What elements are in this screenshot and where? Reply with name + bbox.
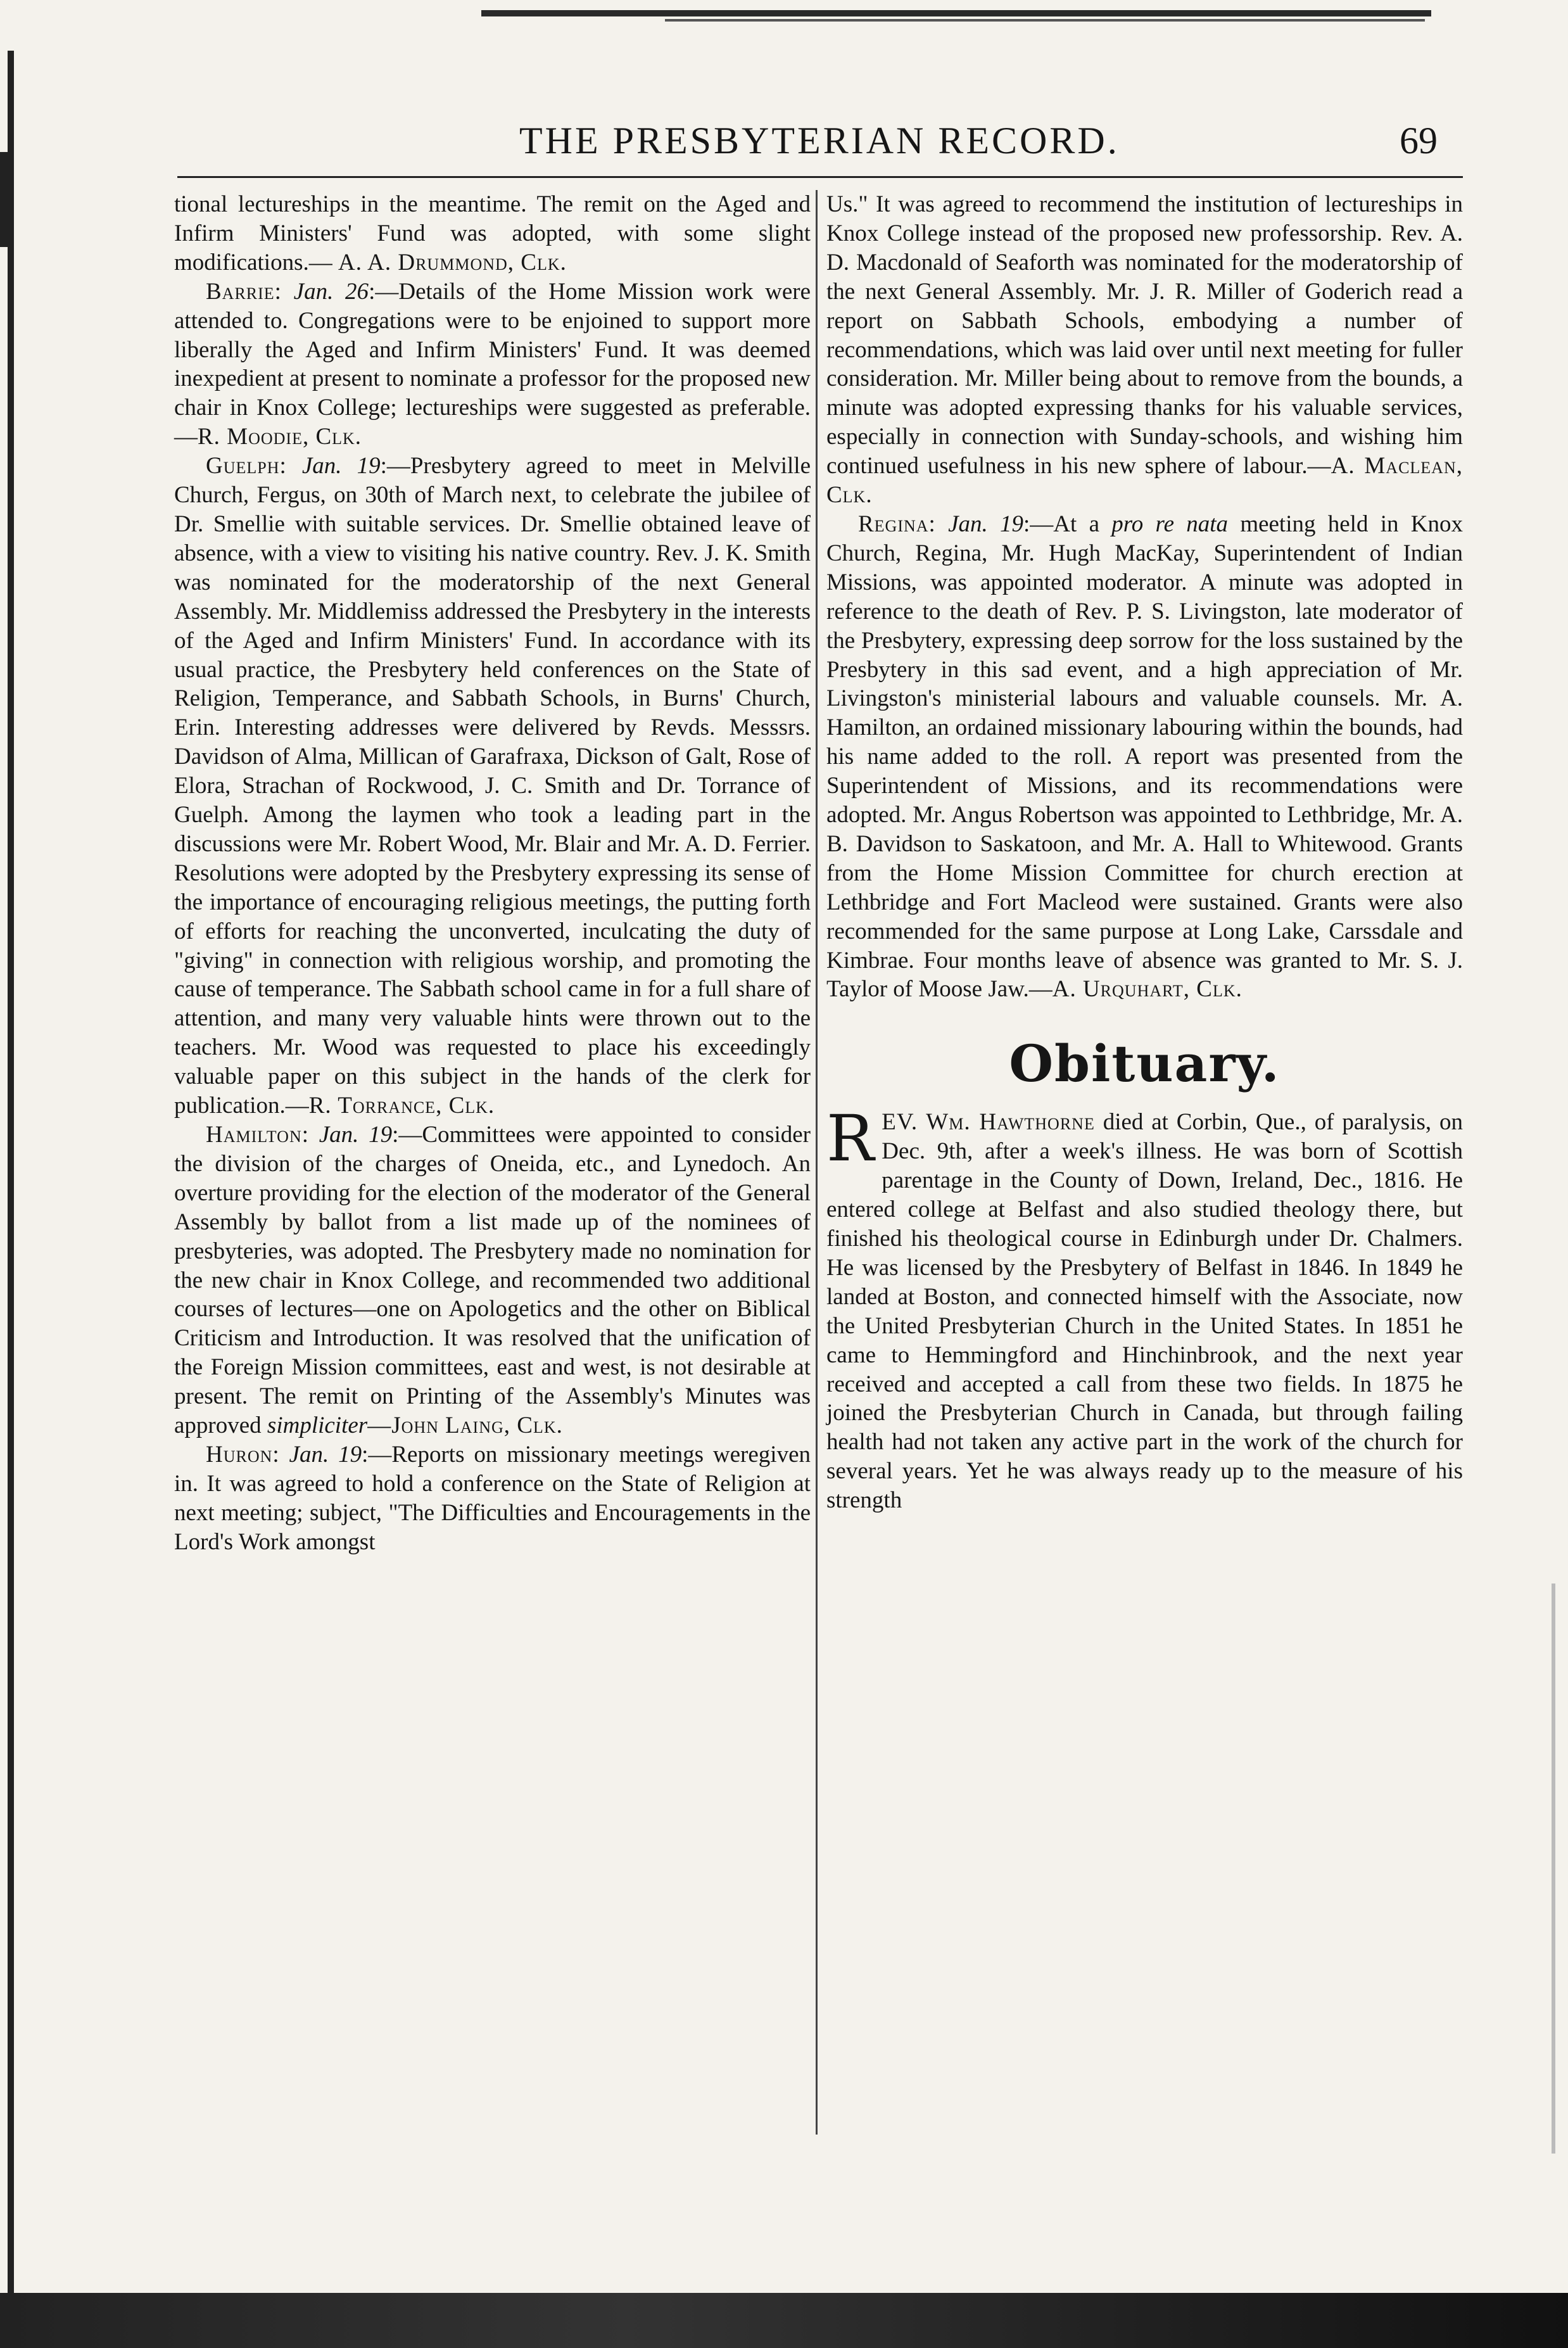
obituary-name: EV. Wm. Hawthorne <box>882 1109 1095 1136</box>
scan-bottom-edge <box>0 2293 1568 2348</box>
presbytery-name-hamilton: Hamilton: <box>206 1122 310 1148</box>
signature-torrance: R. Torrance, Clk. <box>308 1093 495 1119</box>
paragraph-huron: Huron: Jan. 19:—Reports on missionary meetings weregiven in. It was agreed to hold a conference on the State of Religion at next meeting; subject, "The Difficulties and Encouragements in the Lord's Work amongst <box>174 1441 811 1555</box>
binding-tab <box>0 152 9 247</box>
paragraph-huron-continued: Us." It was agreed to recommend the institution of lectureships in Knox College instead of the proposed new professorship. Rev. A. D. Macdonald of Seaforth was nominated for the moderatorship of the next General Assembly. Mr. J. R. Miller of Goderich read a report on Sabbath Schools, embodying a number of recommendations, which was laid over until next meeting for fuller consideration. Mr. Miller being about to remove from the bounds, a minute was adopted expressing thanks for his valuable services, especially in connection with Sunday-schools, and wishing him continued usefulness in his new sphere of labour.—A. Maclean, Clk. <box>826 191 1463 509</box>
top-thin-rule <box>665 19 1425 22</box>
column-divider <box>816 190 818 2135</box>
presbytery-name-barrie: Barrie: <box>206 278 282 305</box>
signature-maclean: A. Maclean, Clk. <box>826 453 1463 509</box>
signature-urquhart: A. Urquhart, Clk. <box>1052 976 1242 1003</box>
obituary-heading: Obituary. <box>1009 1034 1280 1094</box>
signature-laing: —John Laing, Clk. <box>367 1412 563 1439</box>
scan-edge-mark <box>1552 1583 1555 2154</box>
signature-drummond: A. A. Drummond, Clk. <box>338 249 567 276</box>
page-number: 69 <box>1400 120 1438 162</box>
running-head: THE PRESBYTERIAN RECORD. <box>519 120 1120 162</box>
paragraph-guelph: Guelph: Jan. 19:—Presbytery agreed to meet in Melville Church, Fergus, on 30th of March next, to celebrate the jubilee of Dr. Smellie with suitable services. Dr. Smellie obtained leave of absence, with a view to visiting his native country. Rev. J. K. Smith was nominated for the moderatorship of the next General Assembly. Mr. Middlemiss addressed the Presbytery in the interests of the Aged and Infirm Ministers' Fund. In accordance with its usual practice, the Presbytery held conferences on the State of Religion, Temperance, and Sabbath Schools, in Burns' Church, Erin. Interesting addresses were delivered by Revds. Messsrs. Davidson of Alma, Millican of Garafraxa, Dickson of Galt, Rose of Elora, Strachan of Rockwood, J. C. Smith and Dr. Torrance of Guelph. Among the laymen who took a leading part in the discussions were Mr. Robert Wood, Mr. Blair and Mr. A. D. Ferrier. Resolutions were adopted by the Presbytery expressing its sense of the importance of encouraging religious meetings, the putting forth of efforts for reaching the unconverted, inculcating the duty of "giving" in connection with religious worship, and promoting the cause of temperance. The Sabbath school came in for a full share of attention, and many very valuable hints were thrown out to the teachers. Mr. Wood was requested to place his exceedingly valuable paper on this subject in the hands of the clerk for publication.—R. Torrance, Clk. <box>174 453 811 1119</box>
paragraph-regina: Regina: Jan. 19:—At a pro re nata meeting held in Knox Church, Regina, Mr. Hugh MacKay, Superintendent of Indian Missions, was appointed moderator. A minute was adopted in reference to the death of Rev. P. S. Livingston, late moderator of the Presbytery, expressing deep sorrow for the loss sustained by the Presbytery in this sad event, and a high appreciation of Mr. Livingston's ministerial labours and valuable counsels. Mr. A. Hamilton, an ordained missionary labouring within the bounds, had his name added to the roll. A report was presented from the Superintendent of Missions, and its recommendations were adopted. Mr. Angus Robertson was appointed to Lethbridge, Mr. A. B. Davidson to Saskatoon, and Mr. A. Hall to Whitewood. Grants from the Home Mission Committee for church erection at Lethbridge and Fort Macleod were sustained. Grants were also recommended for the same purpose at Long Lake, Carssdale and Kimbrae. Four months leave of absence was granted to Mr. S. J. Taylor of Moose Jaw.—A. Urquhart, Clk. <box>826 511 1463 1003</box>
presbytery-name-regina: Regina: <box>858 511 936 537</box>
presbytery-name-huron: Huron: <box>206 1441 280 1468</box>
presbytery-name-guelph: Guelph: <box>206 453 287 479</box>
paragraph-remit: tional lectureships in the meantime. The remit on the Aged and Infirm Ministers' Fund was adopted, with some slight modifications.— A. A. Drummond, Clk. <box>174 191 811 276</box>
signature-moodie: R. Moodie, Clk. <box>198 424 362 450</box>
paragraph-obituary: REV. Wm. Hawthorne died at Corbin, Que., of paralysis, on Dec. 9th, after a week's illness. He was born of Scottish parentage in the County of Down, Ireland, Dec., 1816. He entered college at Belfast and also studied theology there, but finished his theological course in Edinburgh under Dr. Chalmers. He was licensed by the Presbytery of Belfast in 1846. In 1849 he landed at Boston, and connected himself with the Associate, now the United Presbyterian Church in the United States. In 1851 he came to Hemmingford and Hinchinbrook, and the next year received and accepted a call from these two fields. In 1875 he joined the Presbyterian Church in Canada, but through failing health had not taken any active part in the work of the church for several years. Yet he was always ready up to the measure of his strength <box>826 1101 1463 1514</box>
header-rule <box>177 176 1463 178</box>
drop-cap: R <box>826 1101 875 1176</box>
paragraph-barrie: Barrie: Jan. 26:—Details of the Home Mission work were attended to. Congregations were to be enjoined to support more liberally the Aged and Infirm Ministers' Fund. It was deemed inexpedient at present to nominate a professor for the proposed new chair in Knox College; lectureships were suggested as preferable.—R. Moodie, Clk. <box>174 278 811 450</box>
right-column <box>826 190 1463 1515</box>
paragraph-hamilton: Hamilton: Jan. 19:—Committees were appointed to consider the division of the charges of Oneida, etc., and Lynedoch. An overture providing for the election of the moderator of the General Assembly by ballot from a list made up of the nominees of presbyteries, was adopted. The Presbytery made no nomination for the new chair in Knox College, and recommended two additional courses of lectures—one on Apologetics and the other on Biblical Criticism and Introduction. It was resolved that the unification of the Foreign Mission committees, east and west, is not desirable at present. The remit on Printing of the Assembly's Minutes was approved simpliciter—John Laing, Clk. <box>174 1122 811 1439</box>
left-column <box>174 190 811 1557</box>
binding-edge <box>8 51 14 2293</box>
top-printer-rule <box>481 10 1431 16</box>
